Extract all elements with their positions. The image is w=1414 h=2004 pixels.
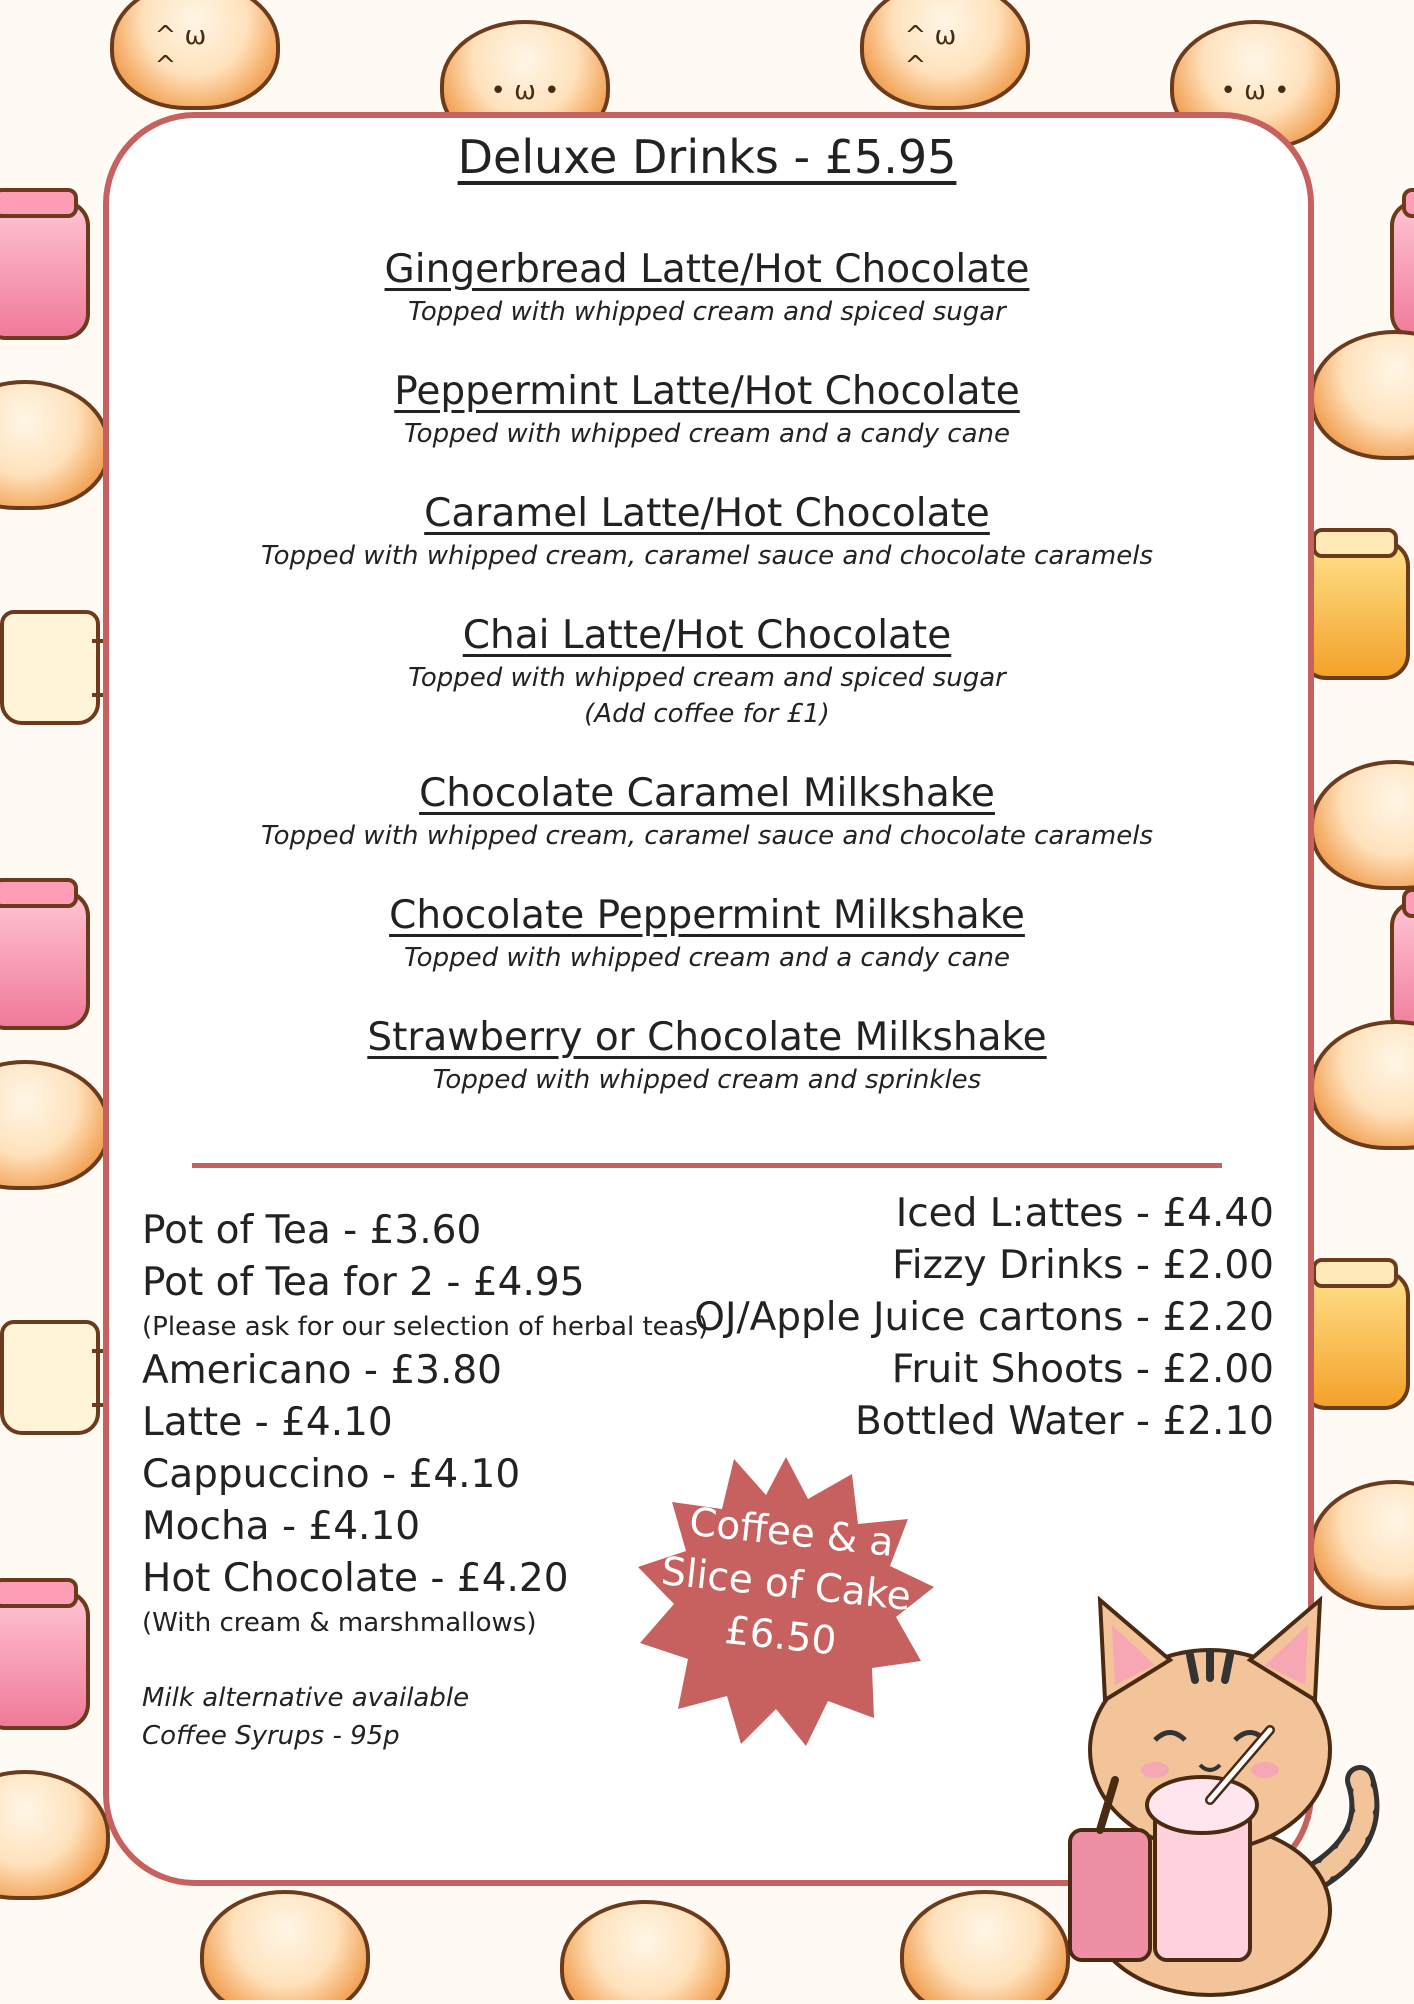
mug-decoration <box>0 1320 100 1435</box>
cappuccino-price: Cappuccino - £4.10 <box>142 1452 521 1497</box>
latte-price: Latte - £4.10 <box>142 1400 393 1445</box>
jam-jar-decoration <box>0 1590 90 1730</box>
item-description: Topped with whipped cream and spiced sugar <box>408 663 1006 693</box>
list-item <box>0 1014 1414 1098</box>
item-name: Gingerbread Latte/Hot Chocolate <box>384 247 1030 292</box>
list-item: Bottled Water - £2.10 <box>855 1399 1274 1444</box>
bun-cat-decoration <box>900 1890 1070 2000</box>
bun-cat-decoration: ^ ω ^ <box>860 0 1030 110</box>
list-item: Fruit Shoots - £2.00 <box>891 1347 1274 1392</box>
bun-cat-decoration: ^ ω ^ <box>110 0 280 110</box>
item-name: Peppermint Latte/Hot Chocolate <box>394 369 1020 414</box>
badge-price: £6.50 <box>722 1608 839 1665</box>
list-item <box>0 770 1414 854</box>
bun-cat-decoration: • ω • <box>440 20 610 150</box>
item-description: Topped with whipped cream and a candy cane <box>404 943 1010 973</box>
section-divider <box>192 1163 1222 1168</box>
list-item <box>0 612 1414 732</box>
hot-drinks-list <box>142 1205 709 1755</box>
pot-of-tea-price: Pot of Tea - £3.60 <box>142 1208 482 1253</box>
cold-drinks-list <box>674 1188 1274 1448</box>
hot-chocolate-note: (With cream & marshmallows) <box>142 1608 537 1638</box>
cat-with-milkshake-illustration <box>1060 1580 1390 2004</box>
bun-cat-decoration: • ω • <box>1170 20 1340 150</box>
pot-of-tea-for-2-price: Pot of Tea for 2 - £4.95 <box>142 1260 585 1305</box>
bun-cat-decoration <box>0 1770 110 1900</box>
deluxe-drinks-list <box>0 246 1414 1098</box>
badge-line-1: Coffee & a <box>687 1499 896 1566</box>
bun-cat-decoration <box>200 1890 370 2000</box>
honey-jar-decoration <box>1300 1270 1410 1410</box>
badge-line-2: Slice of Cake <box>659 1549 913 1620</box>
list-item: OJ/Apple Juice cartons - £2.20 <box>694 1295 1274 1340</box>
hot-chocolate-price: Hot Chocolate - £4.20 <box>142 1556 569 1601</box>
item-name: Chocolate Peppermint Milkshake <box>389 893 1025 938</box>
item-name: Strawberry or Chocolate Milkshake <box>367 1015 1047 1060</box>
item-addon-note: (Add coffee for £1) <box>584 699 830 729</box>
item-description: Topped with whipped cream, caramel sauce and chocolate caramels <box>260 821 1154 851</box>
coffee-syrups-price: Coffee Syrups - 95p <box>142 1721 400 1751</box>
item-description: Topped with whipped cream and a candy cane <box>404 419 1010 449</box>
item-description: Topped with whipped cream, caramel sauce and chocolate caramels <box>260 541 1154 571</box>
list-item: Iced L:attes - £4.40 <box>895 1191 1274 1236</box>
item-name: Caramel Latte/Hot Chocolate <box>424 491 990 536</box>
list-item <box>0 368 1414 452</box>
item-name: Chai Latte/Hot Chocolate <box>462 613 952 658</box>
bun-cat-decoration <box>560 1900 730 2000</box>
list-item <box>0 490 1414 574</box>
item-description: Topped with whipped cream and sprinkles <box>432 1065 982 1095</box>
list-item: Fizzy Drinks - £2.00 <box>892 1243 1274 1288</box>
item-name: Chocolate Caramel Milkshake <box>419 771 995 816</box>
item-description: Topped with whipped cream and spiced sugar <box>408 297 1006 327</box>
menu-title: Deluxe Drinks - £5.95 <box>457 130 957 184</box>
americano-price: Americano - £3.80 <box>142 1348 502 1393</box>
list-item <box>0 246 1414 330</box>
list-item <box>0 892 1414 976</box>
milk-alternative-note: Milk alternative available <box>142 1683 470 1713</box>
herbal-tea-note: (Please ask for our selection of herbal teas) <box>142 1312 709 1342</box>
coffee-cake-deal-badge <box>636 1447 936 1747</box>
mocha-price: Mocha - £4.10 <box>142 1504 421 1549</box>
